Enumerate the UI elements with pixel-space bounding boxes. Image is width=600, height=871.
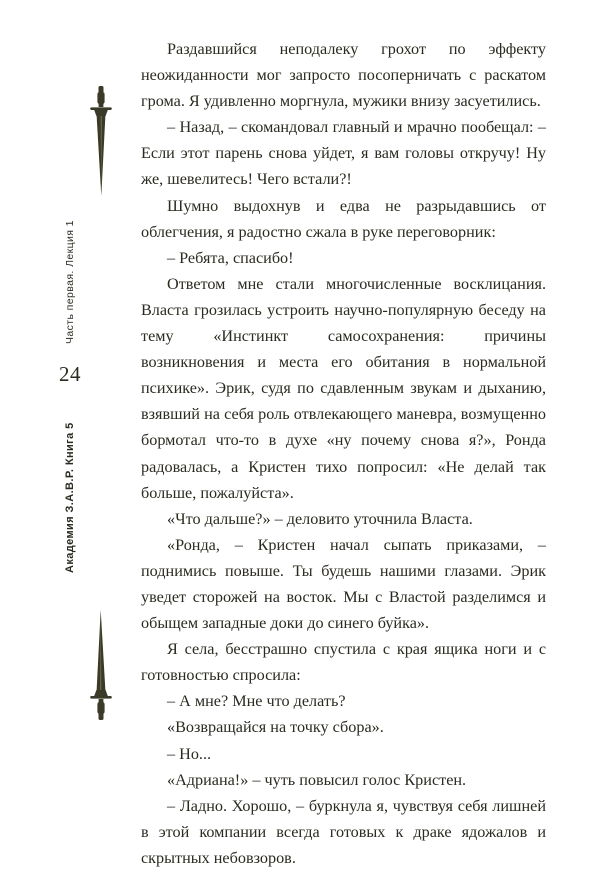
body-paragraph: «Ронда, – Кристен начал сыпать приказами, – поднимись повыше. Ты будешь нашими глазами. Эрик уведет сторожей на восток. Мы с Властой разделимся и обыщем западные доки до синего буйка». <box>141 535 546 633</box>
body-paragraph: – Но... <box>167 744 212 763</box>
body-paragraph: Шумно выдохнув и едва не разрыдавшись от облегчения, я радостно сжала в руке переговорник: <box>141 196 546 241</box>
body-paragraph: «Адриана!» – чуть повысил голос Кристен. <box>167 770 467 789</box>
body-paragraph: «Возвращайся на точку сбора». <box>167 718 384 737</box>
body-paragraph: Раздавшийся неподалеку грохот по эффекту неожиданности мог запросто посоперничать с раскатом грома. Я удивленно моргнула, мужики внизу засуетились. <box>141 40 546 111</box>
running-head-book: Академия З.А.В.Р. Книга 5 <box>64 422 76 574</box>
body-paragraph: Ответом мне стали многочисленные восклицания. Власта грозилась устроить научно-популярную беседу на тему «Инстинкт самосохранения: причины возникновения и места его обитания в нормальной психике». Эрик, судя по сдавленным звукам и дыханию, взявший на себя роль отвлекающего маневра, возмущенно бормотал что-то в духе «ну почему снова я?», Ронда радовалась, а Кристен тихо попросил: «Не делай так больше, пожалуйста». <box>141 274 546 502</box>
dagger-icon <box>88 84 114 206</box>
body-text <box>141 36 546 871</box>
page-number: 24 <box>59 362 81 386</box>
body-paragraph: «Что дальше?» – деловито уточнила Власта. <box>167 509 473 528</box>
body-paragraph: – Ребята, спасибо! <box>167 248 294 267</box>
running-head-chapter: Часть первая. Лекция 1 <box>64 220 76 344</box>
body-paragraph: – Ладно. Хорошо, – буркнула я, чувствуя себя лишней в этой компании всегда готовых к драке ядожалов и скрытных небовзоров. <box>141 796 546 867</box>
body-paragraph: – Назад, – скомандовал главный и мрачно пообещал: – Если этот парень снова уйдет, я вам головы откручу! Ну же, шевелитесь! Чего встали?! <box>141 118 546 189</box>
body-paragraph: – А мне? Мне что делать? <box>167 692 346 711</box>
dagger-inverted-icon <box>88 600 114 722</box>
body-paragraph: Я села, бесстрашно спустила с края ящика ноги и с готовностью спросила: <box>141 640 546 685</box>
left-margin <box>0 0 140 750</box>
